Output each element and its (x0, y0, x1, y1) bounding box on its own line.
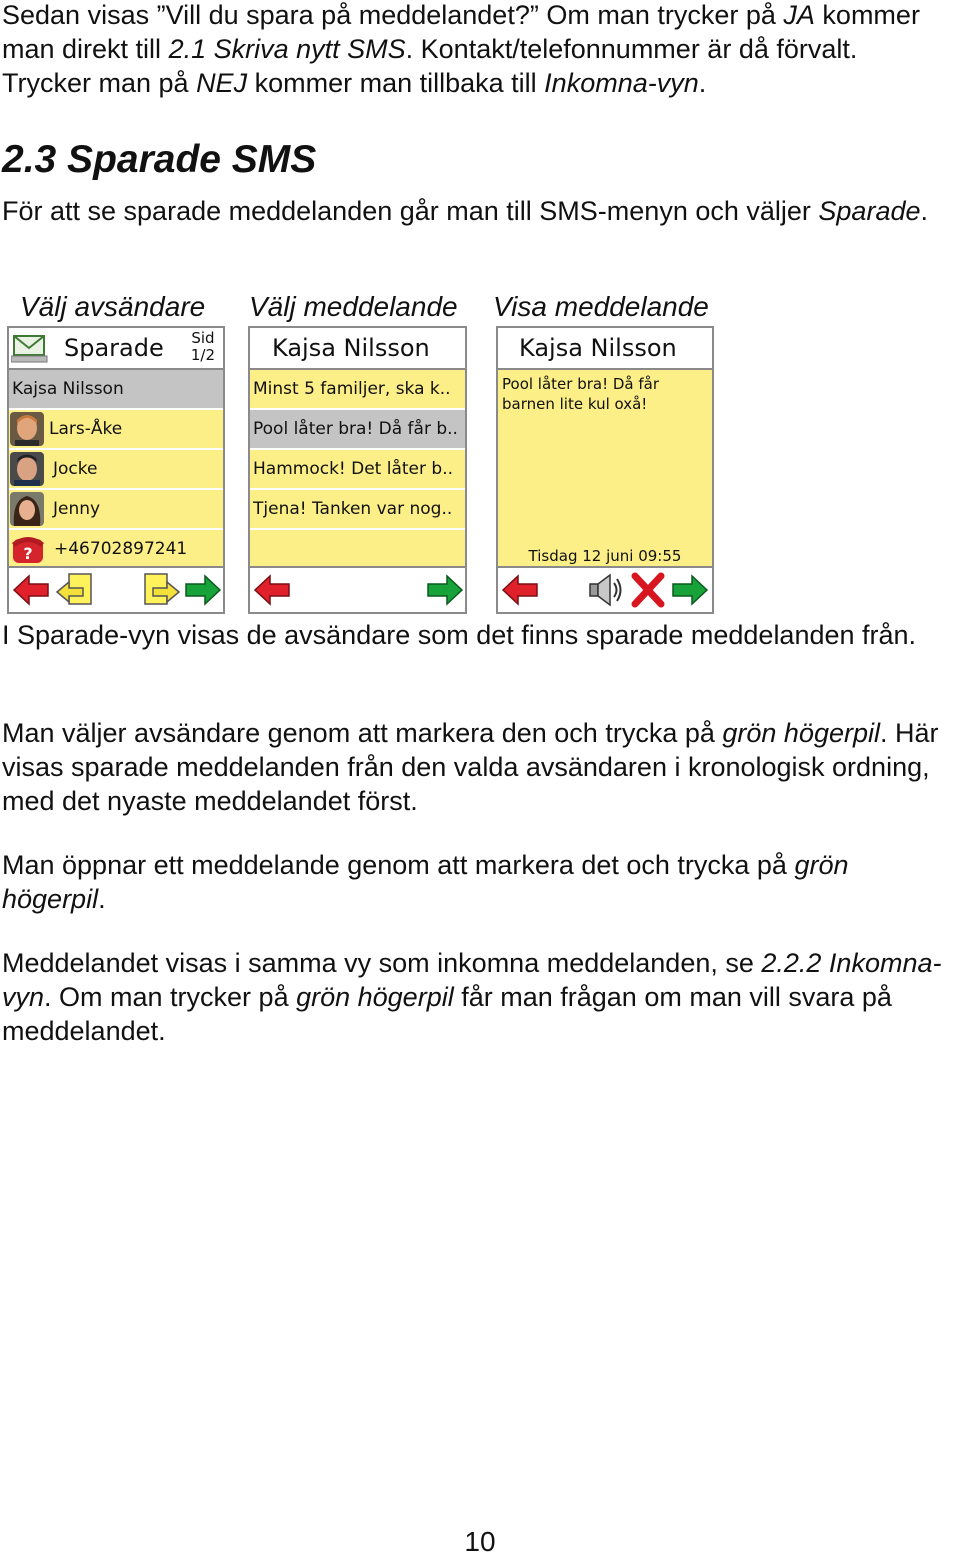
screen-select-message (248, 326, 467, 614)
screen-toolbar (498, 566, 712, 612)
avatar (10, 452, 44, 486)
page-number: 10 (464, 1526, 496, 1557)
screen-header (9, 328, 223, 370)
screen-view-message (496, 326, 714, 614)
message-preview: Pool låter bra! Då får b.. (253, 419, 458, 439)
sender-name: Jenny (53, 499, 101, 519)
avatar (10, 492, 44, 526)
intro-text: Sedan visas ”Vill du spara på meddelandet?” Om man trycker på (2, 0, 784, 30)
svg-text:?: ? (23, 544, 33, 563)
message-preview: Tjena! Tanken var nog.. (253, 499, 453, 519)
sender-row-jenny[interactable] (9, 490, 223, 530)
message-row[interactable] (250, 370, 465, 410)
delete-icon[interactable] (628, 571, 668, 609)
screen-title: Kajsa Nilsson (272, 334, 430, 362)
lead-text: . (920, 196, 929, 226)
paragraph-text: Man väljer avsändare genom att markera den och trycka på (2, 718, 723, 748)
avatar (10, 412, 44, 446)
caption-select-message: Välj meddelande (249, 291, 458, 322)
paragraph-emphasis: grön högerpil (722, 718, 880, 748)
message-row-selected[interactable] (250, 410, 465, 450)
screen-header (498, 328, 712, 370)
screen-select-sender (7, 326, 225, 614)
sender-row-number[interactable] (9, 530, 223, 570)
intro-text: . (698, 68, 707, 98)
paragraph-4 (2, 946, 952, 1048)
screen-toolbar (250, 566, 465, 612)
message-row[interactable] (250, 490, 465, 530)
paragraph-text: . Här visas sparade meddelanden från den valda avsändaren i kronologisk ordning, med det nyaste meddelandet först. (2, 718, 939, 816)
sender-name: Kajsa Nilsson (12, 379, 124, 399)
paragraph-text: . (98, 884, 106, 914)
page-indicator-label: Sid (191, 329, 215, 347)
paragraph-text: Meddelandet visas i samma vy som inkomna meddelanden, se (2, 948, 762, 978)
intro-ja: JA (783, 0, 815, 30)
message-timestamp: Tisdag 12 juni 09:55 (528, 547, 682, 565)
sender-name: Jocke (53, 459, 98, 479)
intro-ref-skriva-sms: 2.1 Skriva nytt SMS (168, 34, 406, 64)
screen-toolbar (9, 566, 223, 612)
message-body: Pool låter bra! Då får barnen lite kul oxå! (502, 375, 660, 413)
screen-title: Kajsa Nilsson (519, 334, 677, 362)
intro-text: . Kontakt/telefonnummer är då förvalt. Trycker man på (2, 34, 858, 98)
screen-title: Sparade (64, 334, 164, 362)
section-heading: 2.3 Sparade SMS (2, 138, 317, 181)
next-page-icon[interactable] (141, 571, 181, 609)
screen-header (250, 328, 465, 370)
back-arrow-icon[interactable] (11, 571, 51, 609)
envelope-icon (11, 332, 49, 364)
paragraph-text: . Om man trycker på (44, 982, 297, 1012)
paragraph-2 (2, 716, 952, 818)
intro-text: kommer man direkt till (2, 0, 920, 64)
sender-row-kajsa[interactable] (9, 370, 223, 410)
paragraph-reference: 2.2.2 Inkomna-vyn (2, 948, 942, 1012)
sender-row-lars-ake[interactable] (9, 410, 223, 450)
sender-row-jocke[interactable] (9, 450, 223, 490)
back-arrow-icon[interactable] (500, 571, 540, 609)
paragraph-text: Man öppnar ett meddelande genom att markera det och trycka på (2, 850, 795, 880)
page-indicator (191, 330, 215, 364)
speaker-icon[interactable] (586, 571, 626, 609)
intro-text: kommer man tillbaka till (247, 68, 545, 98)
previous-page-icon[interactable] (55, 571, 95, 609)
message-preview: Hammock! Det låter b.. (253, 459, 454, 479)
caption-select-sender: Välj avsändare (20, 291, 206, 322)
forward-arrow-icon[interactable] (425, 571, 465, 609)
intro-paragraph (2, 0, 952, 100)
lead-text: För att se sparade meddelanden går man till SMS-menyn och väljer (2, 196, 819, 226)
forward-arrow-icon[interactable] (183, 571, 223, 609)
message-row[interactable] (250, 450, 465, 490)
sender-name: Lars-Åke (49, 419, 123, 439)
intro-nej: NEJ (196, 68, 248, 98)
paragraph-emphasis: grön högerpil (296, 982, 454, 1012)
back-arrow-icon[interactable] (252, 571, 292, 609)
intro-ref-inkomna: Inkomna-vyn (544, 68, 699, 98)
paragraph-text: I Sparade-vyn visas de avsändare som det finns sparade meddelanden från. (2, 620, 917, 650)
caption-view-message: Visa meddelande (493, 291, 709, 322)
lead-sparade: Sparade (818, 196, 921, 226)
paragraph-1 (2, 618, 952, 652)
sender-number: +46702897241 (54, 539, 188, 559)
paragraph-3 (2, 848, 952, 916)
paragraph-text: får man frågan om man vill svara på meddelandet. (2, 982, 892, 1046)
phone-icon (11, 531, 47, 567)
forward-arrow-icon[interactable] (670, 571, 710, 609)
page-indicator-value: 1/2 (190, 346, 215, 364)
paragraph-emphasis: grön högerpil (2, 850, 849, 914)
message-preview: Minst 5 familjer, ska k.. (253, 379, 451, 399)
section-lead (2, 194, 952, 228)
